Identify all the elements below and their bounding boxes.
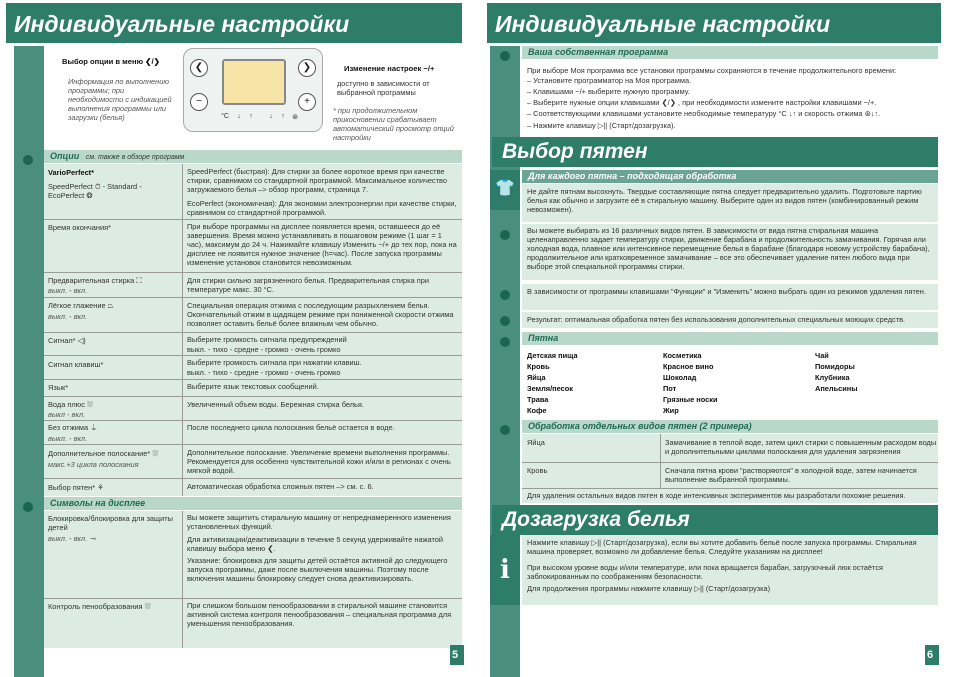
stain-p2: Вы можете выбирать из 16 различных видов пятен. В зависимости от вида пятна стиральная машина целенаправленно задает температуру стирки, движение барабана и продолжительность замачивания. Горячая или холодная вода, плавное или интенсивное перемещение белья в барабане (благодаря новому устройству барабана), продолжительное или кратковременное замачивание – все это обеспечивает удаление пятен любого вида при выборе этой специальной программы стирки. [527, 226, 930, 271]
varioperfect-label: VarioPerfect* [48, 168, 95, 177]
end-time-desc: При выборе программы на дисплее появляется время, оставшееся до её завершения. Время можно устанавливать в пошаговом режиме (1 шаг = 1 час), максимум до 24 ч. Нажимайте клавишу Изменить −/+ до тех пор, пока на дисплее не появится нужное значение (h=час). После запуска программы изменение установок становится невозможным. [187, 222, 457, 267]
minus-button[interactable]: − [190, 93, 208, 111]
row-divider [44, 598, 462, 599]
child-lock-desc: Вы можете защитить стиральную машину от непреднамеренного изменения установленных функций. [187, 513, 451, 531]
spot-item: Помидоры [815, 362, 855, 371]
own-line-1: При выборе Моя программа все установки программы сохраняются в течение продолжительного времени: [527, 66, 897, 75]
stain-title: Выбор пятен [492, 137, 938, 167]
language-desc: Выберите язык текстовых сообщений. [187, 382, 319, 391]
varioperfect-values-2: EcoPerfect ❂ [48, 191, 93, 200]
own-program-bullet [500, 51, 510, 61]
signal-desc: Выберите громкость сигнала предупреждений [187, 335, 347, 344]
options-header-note: см. также в обзоре программ [85, 154, 185, 161]
spot-item: Пот [663, 384, 677, 393]
stain-select-desc: Автоматическая обработка сложных пятен –> см. с. 6. [187, 482, 374, 491]
shirt-icon: 👕 [490, 170, 520, 210]
spot-item: Яйца [527, 373, 546, 382]
key-signal-values: выкл. - тихо - средне - громко - очень громко [187, 368, 341, 377]
spot-item: Косметика [663, 351, 702, 360]
panel-caption-left: Выбор опции в меню ❮/❯ [62, 57, 161, 66]
examples-footer: Для удаления остальных видов пятен в ходе интенсивных экспериментов мы разработали похожие решения. [527, 491, 906, 500]
spot-item: Кофе [527, 406, 547, 415]
ecoperfect-desc: EcoPerfect (экономичная): Для экономии электроэнергии при качестве стирки, сравнимом со стандартной программой. [187, 199, 457, 217]
own-program-header: Ваша собственная программа [522, 46, 938, 59]
examples-bullet [500, 425, 510, 435]
panel-caption-right: Изменение настроек −/+ [344, 64, 435, 73]
panel-footnote: * при продолжительном прикосновении срабатывает автоматический просмотр опций настройки [333, 106, 454, 142]
row-divider [522, 488, 938, 489]
spot-item: Чай [815, 351, 829, 360]
row-divider [44, 420, 462, 421]
temp-up-button[interactable]: ↑ [249, 113, 253, 120]
row-divider [44, 478, 462, 479]
foam-control-label: Контроль пенообразования ⛆ [48, 602, 151, 611]
example-blood-desc: Сначала пятна крови "растворяются" в холодной воде, затем начинается выполнение выбранной программы. [665, 466, 917, 484]
water-plus-label: Вода плюс ⛆ [48, 400, 93, 409]
own-line-6: – Нажмите клавишу ▷|| (Старт/дозагрузка). [527, 121, 676, 130]
options-header [44, 150, 462, 163]
left-side-strip [14, 46, 44, 677]
reload-title: Дозагрузка белья [492, 505, 938, 535]
reload-p3: Для продолжения программы нажмите клавишу ▷|| (Старт/дозагрузка) [527, 584, 771, 593]
options-header-label: Опции [50, 151, 80, 161]
stain-p4-bullet [500, 316, 510, 326]
spots-bullet [500, 337, 510, 347]
row-divider [44, 297, 462, 298]
row-divider [44, 332, 462, 333]
prewash-desc: Для стирки сильно загрязненного белья. Предварительная стирка при температуре макс. 30 °C. [187, 276, 429, 294]
extra-rinse-values: макс.+3 цикла полоскания [48, 460, 139, 469]
easy-iron-values: выкл. - вкл. [48, 312, 88, 321]
spot-item: Кровь [527, 362, 550, 371]
water-plus-values: выкл - вкл. [48, 410, 86, 419]
row-divider [44, 379, 462, 380]
water-plus-desc: Увеличенный объем воды. Бережная стирка белья. [187, 400, 364, 409]
spot-item: Земля/песок [527, 384, 573, 393]
examples-header: Обработка отдельных видов пятен (2 примера) [522, 420, 938, 433]
child-lock-label: Блокировка/блокировка для защиты детей [48, 514, 173, 532]
spot-item: Жир [663, 406, 679, 415]
stain-p2-bullet [500, 230, 510, 240]
key-signal-label: Сигнал клавиш* [48, 360, 104, 369]
example-egg-label: Яйца [527, 438, 545, 447]
temp-down-button[interactable]: ↓ [237, 113, 241, 120]
control-panel [183, 48, 323, 132]
no-spin-desc: После последнего цикла полоскания бельё остается в воде. [187, 423, 395, 432]
spots-header: Пятна [522, 332, 938, 345]
spots-block [522, 346, 938, 420]
stain-p3: В зависимости от программы клавишами "Функции" и "Изменить" можно выбрать один из режимов удаления пятен. [527, 287, 926, 296]
spin-up-button[interactable]: ↑ [281, 113, 285, 120]
stain-p4: Результат: оптимальная обработка пятен без использования дополнительных специальных моющих средств. [527, 315, 906, 324]
key-signal-desc: Выберите громкость сигнала при нажатии клавиш. [187, 358, 362, 367]
row-divider [44, 272, 462, 273]
gutter [467, 0, 487, 677]
spot-item: Апельсины [815, 384, 858, 393]
no-spin-values: выкл. - вкл. [48, 434, 88, 443]
symbols-bullet [23, 502, 33, 512]
spot-item: Детская пища [527, 351, 578, 360]
panel-right-note: доступно в зависимости от выбранной программы [337, 79, 430, 97]
row-divider [44, 355, 462, 356]
stain-select-label: Выбор пятен* ⚘ [48, 483, 104, 492]
stain-subheader: Для каждого пятна – подходящая обработка [522, 170, 938, 183]
own-line-4: – Выберите нужные опции клавишами ❮/❯ , при необходимости измените настройки клавишами −/+. [527, 98, 877, 107]
foam-control-desc: При слишком большом пенообразовании в стиральной машине становится активной система контроля пенообразования – специальная программа для уменьшения пенообразования. [187, 601, 452, 628]
language-label: Язык* [48, 383, 69, 392]
no-spin-label: Без отжима ⏚ [48, 423, 98, 432]
spin-down-button[interactable]: ↓ [269, 113, 273, 120]
own-line-3: – Клавишами −/+ выберите нужную программу. [527, 87, 690, 96]
row-divider [44, 444, 462, 445]
row-divider [522, 462, 938, 463]
spot-item: Трава [527, 395, 549, 404]
varioperfect-values-1: SpeedPerfect ⏱ - Standard - [48, 182, 142, 191]
options-divider [182, 164, 183, 496]
child-lock-desc-2: Для активизации/деактивизации в течение 5 секунд удерживайте нажатой клавишу выбора меню ❮. [187, 535, 444, 553]
varioperfect-desc: SpeedPerfect (быстрая): Для стирки за более короткое время при качестве стирки, сравнимом со стандартной программой. Максимальное количество загружаемого белья –> обзор программ, страница 7. [187, 167, 447, 194]
child-lock-desc-3: Указание: блокировка для защиты детей остаётся активной до следующего запуска программы, даже после выключения машины. Поэтому после включения машины блокировку следует снова деактивизировать. [187, 556, 448, 583]
spot-item: Красное вино [663, 362, 714, 371]
temp-label: °C [221, 113, 229, 120]
spot-item: Грязные носки [663, 395, 718, 404]
reload-p2: При высоком уровне воды и/или температуре, или пока вращается барабан, загрузочный люк остаётся заблокированным по соображениям безопасности. [527, 563, 884, 581]
spot-item: Шоколад [663, 373, 697, 382]
options-bullet [23, 155, 33, 165]
own-line-2: – Установите программатор на Моя программа. [527, 76, 692, 85]
stain-p1: Не дайте пятнам высохнуть. Твердые составляющие пятна следует предварительно удалить. Подготовьте партию белья как обычно и загрузите её в стиральную машину. Выберите один из видов пятен (комбинированный режим невозможен). [527, 187, 922, 214]
example-egg-desc: Замачивание в теплой воде, затем цикл стирки с повышенным расходом воды и дополнительными циклами полоскания для удаления загрязнения [665, 438, 937, 456]
left-page-title: Индивидуальные настройки [6, 3, 462, 43]
right-page-title: Индивидуальные настройки [487, 3, 941, 43]
spin-icon: ⊛ [292, 114, 298, 121]
reload-p1: Нажмите клавишу ▷|| (Старт/дозагрузка), если вы хотите добавить бельё после запуска программы. Стиральная машина проверяет, возможно ли добавление белья. Следуйте указаниям на дисплее! [527, 538, 917, 556]
own-line-5: – Соответствующими клавишами установите необходимые температуру °C ↓↑ и скорость отжима ⊛↓↑. [527, 109, 881, 118]
prev-button[interactable]: ❮ [190, 59, 208, 77]
info-icon: i [490, 535, 520, 605]
extra-rinse-label: Дополнительное полоскание* ⛆ [48, 449, 159, 458]
next-button[interactable]: ❯ [298, 59, 316, 77]
prewash-values: выкл. - вкл. [48, 286, 88, 295]
page-number-left: 5 [450, 645, 464, 665]
panel-info: Информация по выполнению программы; при необходимости с индикацией выполнения программы или загрузки (белья) [68, 77, 172, 122]
end-time-label: Время окончания* [48, 223, 111, 232]
display-screen [222, 59, 286, 105]
plus-button[interactable]: + [298, 93, 316, 111]
row-divider [44, 219, 462, 220]
signal-label: Сигнал* ◁) [48, 336, 86, 345]
child-lock-values: выкл. - вкл. ⊸ [48, 534, 96, 543]
spot-item: Клубника [815, 373, 850, 382]
symbols-divider [182, 511, 183, 648]
easy-iron-label: Лёгкое глажение ⏢ [48, 301, 114, 310]
prewash-label: Предварительная стирка ⛶ [48, 276, 142, 285]
extra-rinse-desc: Дополнительное полоскание. Увеличение времени выполнения программы. Рекомендуется для особенно чувствительной кожи и/или в регионах с очень мягкой водой. [187, 448, 451, 475]
examples-divider [660, 434, 661, 488]
symbols-header: Символы на дисплее [44, 497, 462, 510]
page-number-right: 6 [925, 645, 939, 665]
row-divider [44, 396, 462, 397]
stain-p3-bullet [500, 290, 510, 300]
signal-values: выкл. - тихо - средне - громко - очень громко [187, 345, 341, 354]
left-page [0, 0, 467, 677]
easy-iron-desc: Специальная операция отжима с последующим разрыхлением белья. Окончательный отжим в щадящем режиме при пониженной скорости отжима позволяет оставить бельё более влажным чем обычно. [187, 301, 454, 328]
example-blood-label: Кровь [527, 466, 548, 475]
